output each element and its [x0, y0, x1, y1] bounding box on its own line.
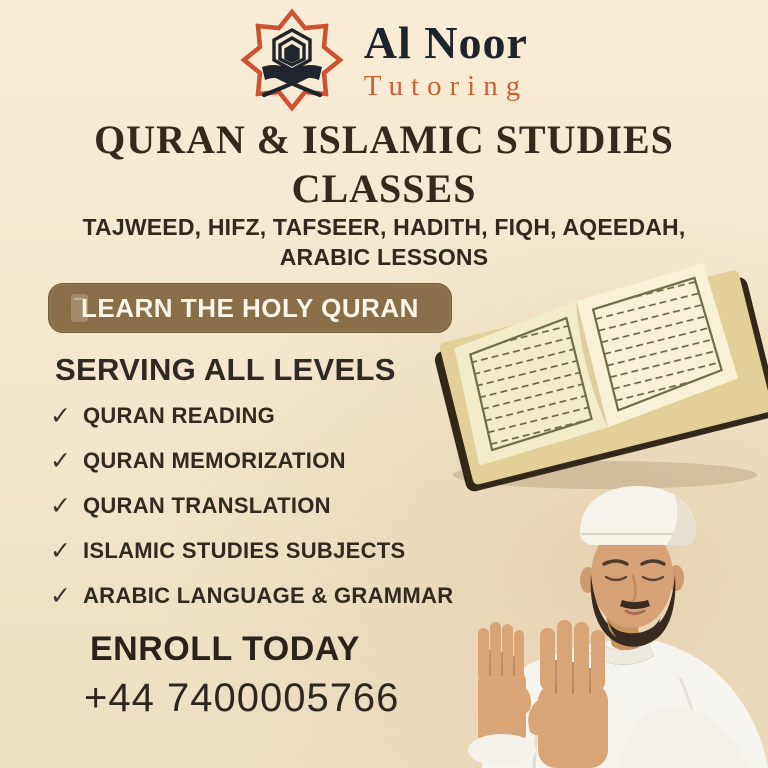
open-quran-book-image: [420, 243, 768, 499]
praying-man-image: [430, 478, 768, 768]
phone-number: +44 7400005766: [84, 676, 400, 720]
checkmark-icon: ✓: [50, 536, 71, 565]
checklist-item: ✓ QURAN MEMORIZATION: [50, 446, 346, 475]
tilted-book-group: [428, 254, 768, 493]
title-line-2: CLASSES: [291, 165, 477, 211]
brand-tagline: Tutoring: [363, 69, 529, 102]
brand-text: [363, 16, 529, 102]
checkmark-icon: ✓: [50, 401, 71, 430]
sleeve-cuff: [468, 734, 536, 766]
poster-title: [0, 116, 768, 214]
enroll-heading: ENROLL TODAY: [90, 630, 360, 668]
quran-book-icon: [71, 294, 88, 322]
checkmark-icon: ✓: [50, 446, 71, 475]
checkmark-icon: ✓: [50, 491, 71, 520]
learn-quran-cta-button[interactable]: [48, 283, 452, 333]
checklist-item: ✓ ARABIC LANGUAGE & GRAMMAR: [50, 581, 454, 610]
checkmark-icon: ✓: [50, 581, 71, 610]
quran-on-rehal-glyph: [274, 30, 310, 70]
checklist-item: ✓ QURAN READING: [50, 401, 276, 430]
cta-label: LEARN THE HOLY QURAN: [81, 292, 419, 323]
raised-hand-right: [528, 620, 608, 768]
raised-hand-left: [468, 622, 536, 766]
subtitle-line-2: ARABIC LESSONS: [279, 244, 489, 271]
al-noor-logo-icon: [240, 8, 344, 112]
brand-name: Al Noor: [363, 16, 528, 68]
title-line-1: QURAN & ISLAMIC STUDIES: [94, 117, 674, 162]
checklist-item: ✓ QURAN TRANSLATION: [50, 491, 331, 520]
serving-heading: SERVING ALL LEVELS: [55, 352, 396, 387]
subtitle-line-1: TAJWEED, HIFZ, TAFSEER, HADITH, FIQH, AQEEDAH,: [82, 214, 686, 240]
brand-header: [0, 8, 768, 112]
services-checklist: [50, 403, 453, 628]
checklist-item: ✓ ISLAMIC STUDIES SUBJECTS: [50, 536, 406, 565]
